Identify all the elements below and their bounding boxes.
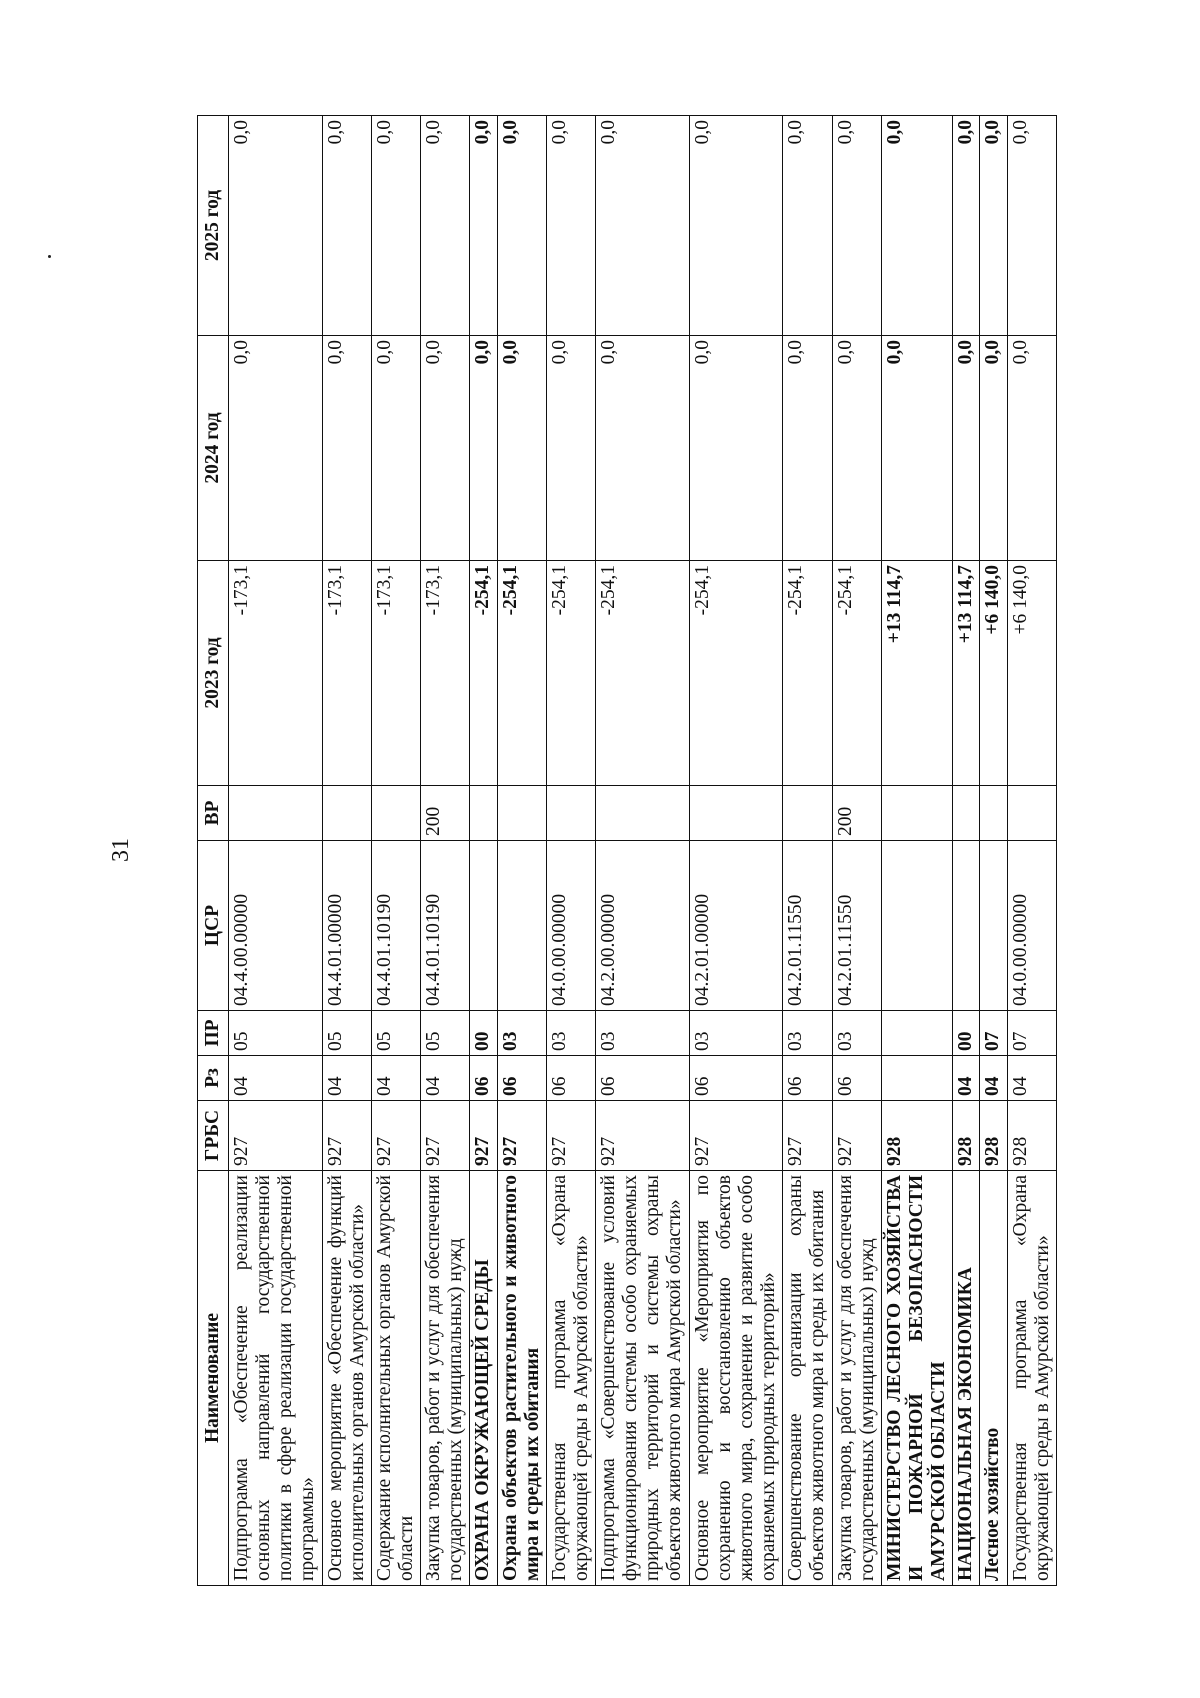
- row-2025-cell: 0,0: [980, 116, 1007, 336]
- row-rz-cell: 06: [497, 1056, 546, 1101]
- row-2023-cell: -254,1: [596, 561, 690, 786]
- row-grbs-cell: 928: [881, 1101, 952, 1171]
- row-2023-cell: -254,1: [470, 561, 497, 786]
- table-row: [322, 116, 371, 1586]
- row-2025-cell: 0,0: [1007, 116, 1056, 336]
- row-name-cell: Охрана объектов растительного и животного мира и среды их обитания: [497, 1171, 546, 1586]
- row-2024-cell: 0,0: [546, 336, 595, 561]
- row-pr-cell: 03: [546, 1011, 595, 1056]
- row-grbs-cell: 927: [546, 1101, 595, 1171]
- row-csr-cell: 04.2.01.11550: [783, 841, 832, 1011]
- header-2023: 2023 год: [198, 561, 229, 786]
- row-vr-cell: [371, 786, 420, 841]
- row-vr-cell: 200: [421, 786, 470, 841]
- header-vr: ВР: [198, 786, 229, 841]
- row-pr-cell: 03: [783, 1011, 832, 1056]
- row-pr-cell: 07: [1007, 1011, 1056, 1056]
- row-2024-cell: 0,0: [980, 336, 1007, 561]
- row-2024-cell: 0,0: [596, 336, 690, 561]
- row-2023-cell: +13 114,7: [953, 561, 980, 786]
- row-rz-cell: 06: [832, 1056, 881, 1101]
- row-rz-cell: 06: [783, 1056, 832, 1101]
- row-2024-cell: 0,0: [1007, 336, 1056, 561]
- rotated-table-container: [197, 116, 1057, 1586]
- row-csr-cell: 04.4.01.10190: [421, 841, 470, 1011]
- row-grbs-cell: 928: [980, 1101, 1007, 1171]
- row-2024-cell: 0,0: [832, 336, 881, 561]
- row-csr-cell: 04.4.00.00000: [229, 841, 323, 1011]
- row-vr-cell: [322, 786, 371, 841]
- row-grbs-cell: 928: [953, 1101, 980, 1171]
- row-name-cell: Лесное хозяйство: [980, 1171, 1007, 1586]
- row-csr-cell: 04.4.01.10190: [371, 841, 420, 1011]
- row-name-cell: Государственная программа «Охрана окружающей среды в Амурской области»: [1007, 1171, 1056, 1586]
- row-2025-cell: 0,0: [497, 116, 546, 336]
- row-rz-cell: 04: [229, 1056, 323, 1101]
- row-rz-cell: 04: [421, 1056, 470, 1101]
- row-rz-cell: 04: [980, 1056, 1007, 1101]
- row-rz-cell: 06: [546, 1056, 595, 1101]
- row-vr-cell: [980, 786, 1007, 841]
- table-row: [1007, 116, 1056, 1586]
- row-2023-cell: +6 140,0: [980, 561, 1007, 786]
- row-grbs-cell: 927: [322, 1101, 371, 1171]
- row-grbs-cell: 927: [371, 1101, 420, 1171]
- row-grbs-cell: 927: [596, 1101, 690, 1171]
- row-pr-cell: 07: [980, 1011, 1007, 1056]
- row-2025-cell: 0,0: [322, 116, 371, 336]
- row-2023-cell: -254,1: [832, 561, 881, 786]
- row-vr-cell: [229, 786, 323, 841]
- table-body: [229, 116, 1057, 1586]
- table-row: [689, 116, 783, 1586]
- row-2024-cell: 0,0: [371, 336, 420, 561]
- row-2023-cell: +13 114,7: [881, 561, 952, 786]
- row-2024-cell: 0,0: [470, 336, 497, 561]
- table-row: [596, 116, 690, 1586]
- row-vr-cell: [689, 786, 783, 841]
- row-2025-cell: 0,0: [881, 116, 952, 336]
- row-csr-cell: 04.2.01.00000: [689, 841, 783, 1011]
- row-name-cell: Подпрограмма «Совершенствование условий функционирования системы особо охраняемых природных территорий и системы охраны объектов животного мира Амурской области»: [596, 1171, 690, 1586]
- row-pr-cell: 05: [229, 1011, 323, 1056]
- row-csr-cell: [953, 841, 980, 1011]
- header-2024: 2024 год: [198, 336, 229, 561]
- row-name-cell: Подпрограмма «Обеспечение реализации основных направлений государственной политики в сфере реализации государственной программы»: [229, 1171, 323, 1586]
- row-pr-cell: 03: [497, 1011, 546, 1056]
- row-rz-cell: 06: [596, 1056, 690, 1101]
- row-grbs-cell: 927: [497, 1101, 546, 1171]
- row-2023-cell: -254,1: [497, 561, 546, 786]
- header-name: Наименование: [198, 1171, 229, 1586]
- row-csr-cell: 04.4.01.00000: [322, 841, 371, 1011]
- row-name-cell: Основное мероприятие «Обеспечение функций исполнительных органов Амурской области»: [322, 1171, 371, 1586]
- row-grbs-cell: 927: [421, 1101, 470, 1171]
- header-grbs: ГРБС: [198, 1101, 229, 1171]
- row-2023-cell: -173,1: [322, 561, 371, 786]
- row-rz-cell: [881, 1056, 952, 1101]
- row-2025-cell: 0,0: [371, 116, 420, 336]
- header-pr: ПР: [198, 1011, 229, 1056]
- table-row: [881, 116, 952, 1586]
- row-name-cell: Основное мероприятие «Мероприятия по сохранению и восстановлению объектов животного мира, сохранение и развитие особо охраняемых природных территорий»: [689, 1171, 783, 1586]
- row-2025-cell: 0,0: [689, 116, 783, 336]
- row-vr-cell: [953, 786, 980, 841]
- row-vr-cell: [596, 786, 690, 841]
- row-pr-cell: 03: [689, 1011, 783, 1056]
- row-vr-cell: [546, 786, 595, 841]
- row-csr-cell: [881, 841, 952, 1011]
- row-vr-cell: [1007, 786, 1056, 841]
- row-pr-cell: 00: [953, 1011, 980, 1056]
- row-pr-cell: 03: [596, 1011, 690, 1056]
- row-pr-cell: 03: [832, 1011, 881, 1056]
- row-2024-cell: 0,0: [421, 336, 470, 561]
- row-vr-cell: [497, 786, 546, 841]
- table-row: [470, 116, 497, 1586]
- row-2025-cell: 0,0: [470, 116, 497, 336]
- row-2025-cell: 0,0: [229, 116, 323, 336]
- row-2024-cell: 0,0: [881, 336, 952, 561]
- row-name-cell: НАЦИОНАЛЬНАЯ ЭКОНОМИКА: [953, 1171, 980, 1586]
- row-name-cell: МИНИСТЕРСТВО ЛЕСНОГО ХОЗЯЙСТВА И ПОЖАРНОЙ БЕЗОПАСНОСТИ АМУРСКОЙ ОБЛАСТИ: [881, 1171, 952, 1586]
- row-grbs-cell: 927: [783, 1101, 832, 1171]
- row-grbs-cell: 928: [1007, 1101, 1056, 1171]
- row-csr-cell: 04.2.00.00000: [596, 841, 690, 1011]
- row-2024-cell: 0,0: [783, 336, 832, 561]
- table-row: [229, 116, 323, 1586]
- row-csr-cell: [980, 841, 1007, 1011]
- table-row: [421, 116, 470, 1586]
- table-row: [980, 116, 1007, 1586]
- row-name-cell: Государственная программа «Охрана окружающей среды в Амурской области»: [546, 1171, 595, 1586]
- row-csr-cell: 04.2.01.11550: [832, 841, 881, 1011]
- scan-speck: [48, 255, 51, 258]
- row-2024-cell: 0,0: [497, 336, 546, 561]
- row-name-cell: Закупка товаров, работ и услуг для обеспечения государственных (муниципальных) нужд: [832, 1171, 881, 1586]
- table-header-row: [198, 116, 229, 1586]
- row-grbs-cell: 927: [689, 1101, 783, 1171]
- header-2025: 2025 год: [198, 116, 229, 336]
- row-2023-cell: +6 140,0: [1007, 561, 1056, 786]
- row-vr-cell: [783, 786, 832, 841]
- row-name-cell: Совершенствование организации охраны объектов животного мира и среды их обитания: [783, 1171, 832, 1586]
- header-rz: Рз: [198, 1056, 229, 1101]
- table-row: [546, 116, 595, 1586]
- row-2025-cell: 0,0: [783, 116, 832, 336]
- row-rz-cell: 04: [953, 1056, 980, 1101]
- row-vr-cell: [881, 786, 952, 841]
- row-2025-cell: 0,0: [832, 116, 881, 336]
- row-csr-cell: [497, 841, 546, 1011]
- row-2023-cell: -254,1: [546, 561, 595, 786]
- row-grbs-cell: 927: [229, 1101, 323, 1171]
- row-pr-cell: 00: [470, 1011, 497, 1056]
- row-pr-cell: 05: [371, 1011, 420, 1056]
- row-rz-cell: 06: [470, 1056, 497, 1101]
- row-vr-cell: 200: [832, 786, 881, 841]
- header-csr: ЦСР: [198, 841, 229, 1011]
- table-row: [783, 116, 832, 1586]
- row-2024-cell: 0,0: [953, 336, 980, 561]
- row-2024-cell: 0,0: [322, 336, 371, 561]
- row-rz-cell: 04: [322, 1056, 371, 1101]
- table-row: [371, 116, 420, 1586]
- row-name-cell: ОХРАНА ОКРУЖАЮЩЕЙ СРЕДЫ: [470, 1171, 497, 1586]
- table-row: [497, 116, 546, 1586]
- row-2024-cell: 0,0: [229, 336, 323, 561]
- row-grbs-cell: 927: [832, 1101, 881, 1171]
- row-2025-cell: 0,0: [546, 116, 595, 336]
- row-rz-cell: 04: [371, 1056, 420, 1101]
- row-name-cell: Содержание исполнительных органов Амурской области: [371, 1171, 420, 1586]
- row-2025-cell: 0,0: [421, 116, 470, 336]
- row-rz-cell: 06: [689, 1056, 783, 1101]
- row-2023-cell: -173,1: [371, 561, 420, 786]
- row-2023-cell: -173,1: [421, 561, 470, 786]
- row-pr-cell: [881, 1011, 952, 1056]
- row-pr-cell: 05: [322, 1011, 371, 1056]
- row-2023-cell: -173,1: [229, 561, 323, 786]
- row-rz-cell: 04: [1007, 1056, 1056, 1101]
- row-grbs-cell: 927: [470, 1101, 497, 1171]
- table-row: [832, 116, 881, 1586]
- row-2025-cell: 0,0: [953, 116, 980, 336]
- row-name-cell: Закупка товаров, работ и услуг для обеспечения государственных (муниципальных) нужд: [421, 1171, 470, 1586]
- page-number: 31: [108, 838, 134, 862]
- budget-table: [197, 115, 1057, 1586]
- row-2023-cell: -254,1: [689, 561, 783, 786]
- row-2023-cell: -254,1: [783, 561, 832, 786]
- row-vr-cell: [470, 786, 497, 841]
- row-csr-cell: 04.0.00.00000: [546, 841, 595, 1011]
- row-2025-cell: 0,0: [596, 116, 690, 336]
- row-csr-cell: 04.0.00.00000: [1007, 841, 1056, 1011]
- row-csr-cell: [470, 841, 497, 1011]
- row-pr-cell: 05: [421, 1011, 470, 1056]
- row-2024-cell: 0,0: [689, 336, 783, 561]
- table-row: [953, 116, 980, 1586]
